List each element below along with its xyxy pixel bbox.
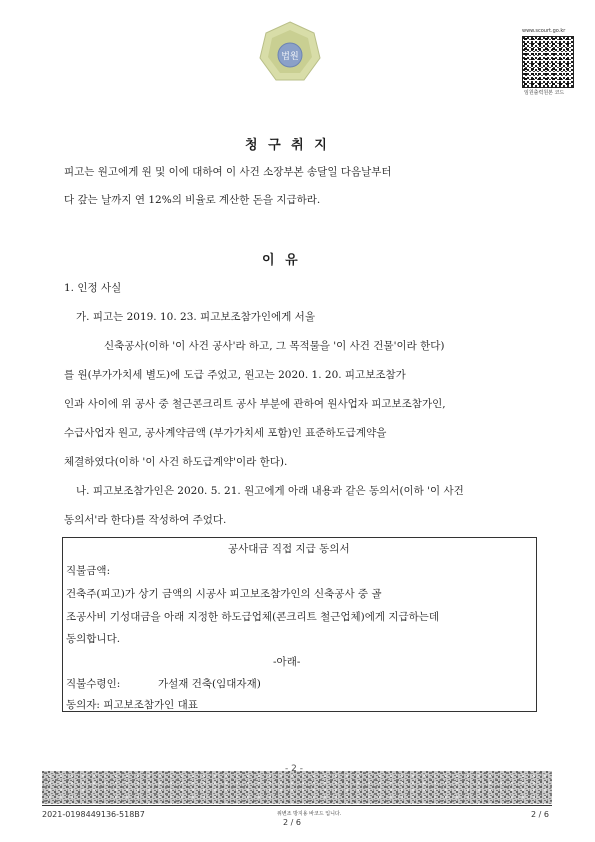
consent-consenter: 동의자: 피고보조참가인 대표 — [66, 699, 198, 711]
claim-heading: 청 구 취 지 — [245, 138, 330, 153]
paragraph-ga-line-6: 체결하였다(이하 '이 사건 하도급계약'이라 한다). — [64, 456, 288, 468]
barcode-notice: 위변조 방지용 바코드 입니다. — [277, 811, 342, 817]
qr-code-icon — [522, 36, 574, 88]
page-number-center: 2 / 6 — [283, 818, 301, 827]
consent-title: 공사대금 직접 지급 동의서 — [228, 543, 350, 555]
footer-divider — [42, 805, 552, 806]
consent-amount-label: 직불금액: — [66, 565, 111, 577]
paragraph-na-line-1: 나. 피고보조참가인은 2020. 5. 21. 원고에게 아래 내용과 같은 동의서(이하 '이 사건 — [76, 485, 464, 497]
consent-box — [62, 537, 537, 712]
consent-recipient-value: 가설재 건축(임대자재) — [158, 678, 261, 690]
paragraph-ga-line-1: 가. 피고는 2019. 10. 23. 피고보조참가인에게 서울 — [76, 311, 315, 323]
qr-caption: 임원출력원본 코드 — [524, 90, 565, 96]
consent-body-line-2: 조공사비 기성대금을 아래 지정한 하도급업체(콘크리트 철근업체)에게 지급하는데 — [66, 611, 440, 623]
paragraph-ga-line-3: 를 원(부가가치세 별도)에 도급 주었고, 원고는 2020. 1. 20. 피고보조참가 — [64, 369, 406, 381]
consent-below-marker: -아래- — [273, 656, 301, 668]
document-id: 2021-0198449136-518B7 — [42, 810, 145, 819]
paragraph-na-line-2: 동의서'라 한다)를 작성하여 주었다. — [64, 514, 227, 526]
reason-heading: 이 유 — [262, 253, 301, 268]
overlap-page-number: - 2 - — [285, 764, 303, 774]
paragraph-ga-line-2: 신축공사(이하 '이 사건 공사'라 하고, 그 목적물을 '이 사건 건물'이라 한다) — [104, 340, 445, 352]
court-emblem-icon — [258, 20, 322, 84]
qr-url: www.scourt.go.kr — [522, 28, 566, 34]
anti-forgery-barcode-icon — [42, 771, 552, 804]
page-number-right: 2 / 6 — [531, 810, 549, 819]
paragraph-ga-line-5: 수급사업자 원고, 공사계약금액 (부가가치세 포함)인 표준하도급계약을 — [64, 427, 387, 439]
claim-line-2: 다 갚는 날까지 연 12%의 비율로 계산한 돈을 지급하라. — [64, 194, 321, 206]
consent-body-line-1: 건축주(피고)가 상기 금액의 시공사 피고보조참가인의 신축공사 중 골 — [66, 588, 382, 600]
consent-recipient-label: 직불수령인: — [66, 678, 121, 690]
section-1-title: 1. 인정 사실 — [64, 282, 122, 294]
emblem-text: 법원 — [281, 52, 299, 62]
claim-line-1: 피고는 원고에게 원 및 이에 대하여 이 사건 소장부본 송달일 다음날부터 — [64, 166, 392, 178]
paragraph-ga-line-4: 인과 사이에 위 공사 중 철근콘크리트 공사 부분에 관하여 원사업자 피고보조참가인, — [64, 398, 446, 410]
consent-body-line-3: 동의합니다. — [66, 633, 121, 645]
